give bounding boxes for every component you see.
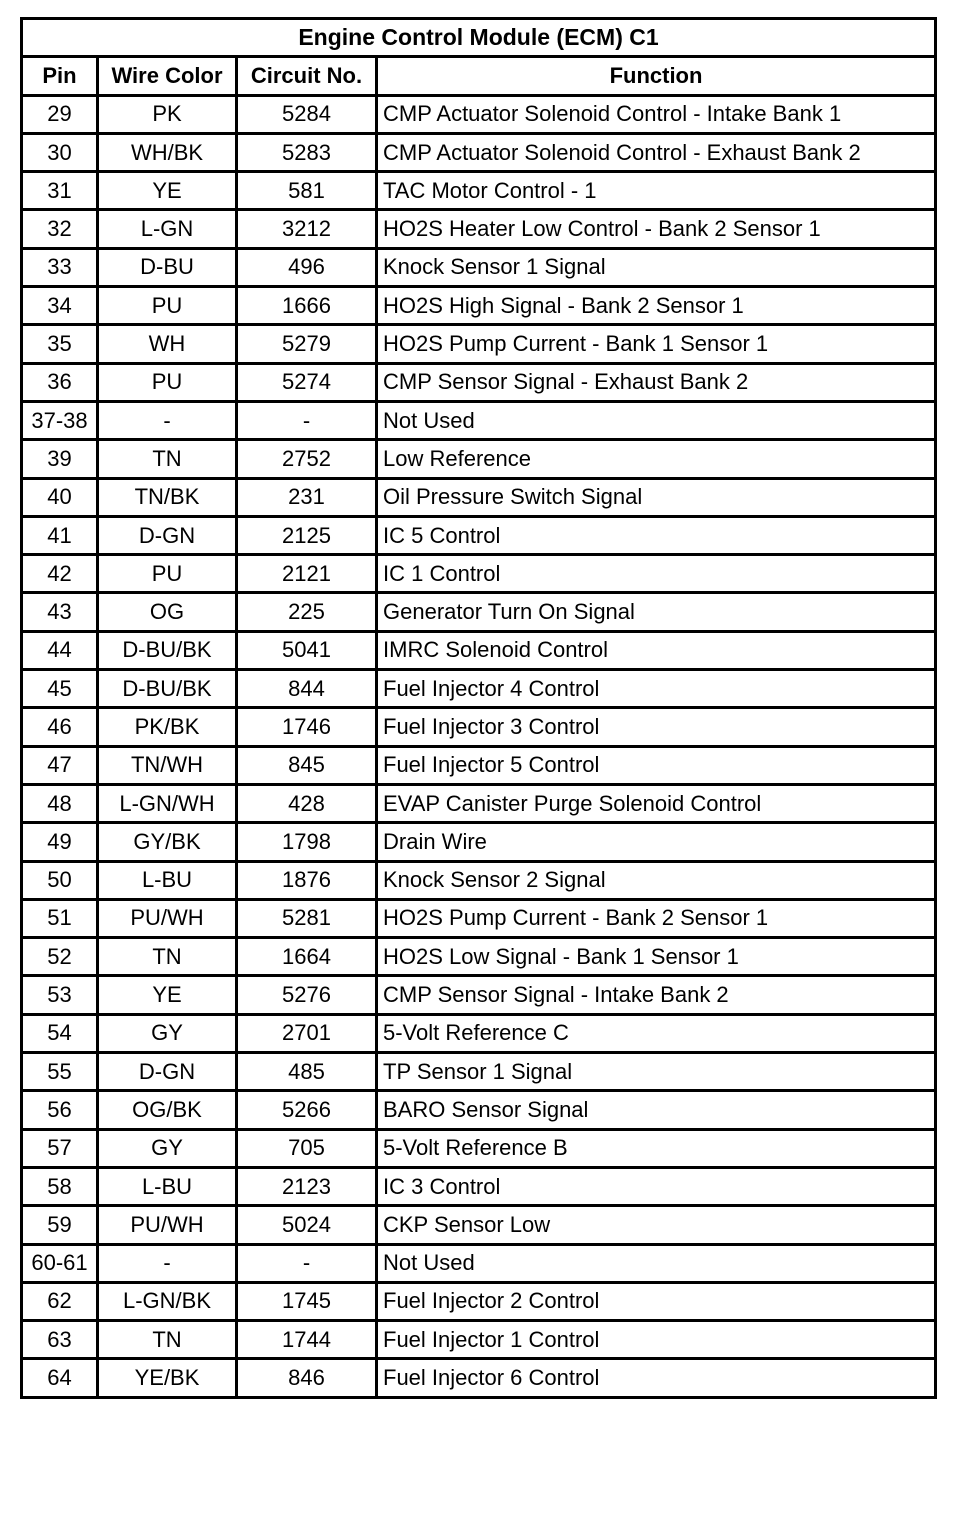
wire-color-cell: PU/WH xyxy=(98,899,237,937)
circuit-no-cell: 3212 xyxy=(237,210,377,248)
wire-color-cell: PK/BK xyxy=(98,708,237,746)
circuit-no-cell: 5281 xyxy=(237,899,377,937)
pin-cell: 46 xyxy=(22,708,98,746)
pin-cell: 37-38 xyxy=(22,401,98,439)
table-row xyxy=(22,1167,936,1205)
table-row xyxy=(22,401,936,439)
pin-cell: 57 xyxy=(22,1129,98,1167)
pin-cell: 49 xyxy=(22,823,98,861)
circuit-no-cell: 2125 xyxy=(237,516,377,554)
wire-color-cell: D-BU xyxy=(98,248,237,286)
table-row xyxy=(22,1129,936,1167)
circuit-no-cell: - xyxy=(237,1244,377,1282)
table-title: Engine Control Module (ECM) C1 xyxy=(22,19,936,57)
table-row xyxy=(22,938,936,976)
table-row xyxy=(22,516,936,554)
pin-cell: 44 xyxy=(22,631,98,669)
function-cell: HO2S Pump Current - Bank 1 Sensor 1 xyxy=(377,325,936,363)
table-row xyxy=(22,670,936,708)
pin-cell: 47 xyxy=(22,746,98,784)
wire-color-cell: TN xyxy=(98,440,237,478)
circuit-no-cell: 846 xyxy=(237,1359,377,1397)
table-row xyxy=(22,784,936,822)
title-row xyxy=(22,19,936,57)
table-row xyxy=(22,363,936,401)
table-row xyxy=(22,593,936,631)
table-row xyxy=(22,95,936,133)
function-cell: Fuel Injector 3 Control xyxy=(377,708,936,746)
function-cell: Generator Turn On Signal xyxy=(377,593,936,631)
function-cell: CMP Actuator Solenoid Control - Intake Bank 1 xyxy=(377,95,936,133)
pin-cell: 58 xyxy=(22,1167,98,1205)
function-cell: 5-Volt Reference B xyxy=(377,1129,936,1167)
circuit-no-cell: 231 xyxy=(237,478,377,516)
function-cell: CMP Sensor Signal - Exhaust Bank 2 xyxy=(377,363,936,401)
function-cell: HO2S Heater Low Control - Bank 2 Sensor 1 xyxy=(377,210,936,248)
pin-cell: 33 xyxy=(22,248,98,286)
wire-color-cell: D-GN xyxy=(98,1053,237,1091)
circuit-no-cell: - xyxy=(237,401,377,439)
wire-color-cell: PU xyxy=(98,555,237,593)
pin-cell: 29 xyxy=(22,95,98,133)
table-row xyxy=(22,172,936,210)
function-cell: EVAP Canister Purge Solenoid Control xyxy=(377,784,936,822)
circuit-no-cell: 1664 xyxy=(237,938,377,976)
function-cell: Fuel Injector 2 Control xyxy=(377,1282,936,1320)
table-row xyxy=(22,210,936,248)
pin-cell: 40 xyxy=(22,478,98,516)
pin-cell: 31 xyxy=(22,172,98,210)
pin-cell: 62 xyxy=(22,1282,98,1320)
circuit-no-cell: 496 xyxy=(237,248,377,286)
table-row xyxy=(22,708,936,746)
wire-color-cell: D-BU/BK xyxy=(98,670,237,708)
wire-color-cell: TN xyxy=(98,1321,237,1359)
table-row xyxy=(22,555,936,593)
pin-cell: 63 xyxy=(22,1321,98,1359)
circuit-no-cell: 5266 xyxy=(237,1091,377,1129)
circuit-no-cell: 2701 xyxy=(237,1014,377,1052)
circuit-no-cell: 845 xyxy=(237,746,377,784)
function-cell: IC 1 Control xyxy=(377,555,936,593)
table-row xyxy=(22,1359,936,1397)
wire-color-cell: - xyxy=(98,401,237,439)
table-row xyxy=(22,976,936,1014)
circuit-no-cell: 1876 xyxy=(237,861,377,899)
function-cell: IC 3 Control xyxy=(377,1167,936,1205)
pin-cell: 36 xyxy=(22,363,98,401)
circuit-no-cell: 581 xyxy=(237,172,377,210)
function-cell: TP Sensor 1 Signal xyxy=(377,1053,936,1091)
header-function: Function xyxy=(377,57,936,95)
pin-cell: 52 xyxy=(22,938,98,976)
function-cell: Not Used xyxy=(377,401,936,439)
table-body xyxy=(22,95,936,1397)
function-cell: Fuel Injector 1 Control xyxy=(377,1321,936,1359)
wire-color-cell: GY xyxy=(98,1014,237,1052)
pin-cell: 39 xyxy=(22,440,98,478)
pin-cell: 48 xyxy=(22,784,98,822)
header-circuit-no: Circuit No. xyxy=(237,57,377,95)
function-cell: Low Reference xyxy=(377,440,936,478)
table-row xyxy=(22,1053,936,1091)
circuit-no-cell: 1745 xyxy=(237,1282,377,1320)
circuit-no-cell: 1798 xyxy=(237,823,377,861)
circuit-no-cell: 5024 xyxy=(237,1206,377,1244)
pin-cell: 43 xyxy=(22,593,98,631)
wire-color-cell: PU xyxy=(98,287,237,325)
wire-color-cell: L-BU xyxy=(98,861,237,899)
table-row xyxy=(22,287,936,325)
table-row xyxy=(22,1206,936,1244)
pin-cell: 64 xyxy=(22,1359,98,1397)
table-row xyxy=(22,133,936,171)
circuit-no-cell: 2121 xyxy=(237,555,377,593)
table-row xyxy=(22,1244,936,1282)
pin-cell: 32 xyxy=(22,210,98,248)
header-row xyxy=(22,57,936,95)
table-row xyxy=(22,1091,936,1129)
pin-cell: 60-61 xyxy=(22,1244,98,1282)
circuit-no-cell: 1666 xyxy=(237,287,377,325)
table-row xyxy=(22,325,936,363)
circuit-no-cell: 5276 xyxy=(237,976,377,1014)
function-cell: CKP Sensor Low xyxy=(377,1206,936,1244)
table-row xyxy=(22,746,936,784)
circuit-no-cell: 5274 xyxy=(237,363,377,401)
header-wire-color: Wire Color xyxy=(98,57,237,95)
circuit-no-cell: 5279 xyxy=(237,325,377,363)
wire-color-cell: - xyxy=(98,1244,237,1282)
table-row xyxy=(22,478,936,516)
circuit-no-cell: 1746 xyxy=(237,708,377,746)
function-cell: IMRC Solenoid Control xyxy=(377,631,936,669)
function-cell: Knock Sensor 1 Signal xyxy=(377,248,936,286)
function-cell: Knock Sensor 2 Signal xyxy=(377,861,936,899)
pin-cell: 59 xyxy=(22,1206,98,1244)
circuit-no-cell: 1744 xyxy=(237,1321,377,1359)
pin-cell: 35 xyxy=(22,325,98,363)
wire-color-cell: TN xyxy=(98,938,237,976)
wire-color-cell: L-GN/BK xyxy=(98,1282,237,1320)
wire-color-cell: D-GN xyxy=(98,516,237,554)
function-cell: Fuel Injector 5 Control xyxy=(377,746,936,784)
wire-color-cell: PU/WH xyxy=(98,1206,237,1244)
header-pin: Pin xyxy=(22,57,98,95)
pin-cell: 42 xyxy=(22,555,98,593)
wire-color-cell: TN/BK xyxy=(98,478,237,516)
pin-cell: 30 xyxy=(22,133,98,171)
function-cell: Fuel Injector 4 Control xyxy=(377,670,936,708)
table-row xyxy=(22,861,936,899)
pin-cell: 56 xyxy=(22,1091,98,1129)
pin-cell: 41 xyxy=(22,516,98,554)
circuit-no-cell: 428 xyxy=(237,784,377,822)
function-cell: CMP Sensor Signal - Intake Bank 2 xyxy=(377,976,936,1014)
function-cell: 5-Volt Reference C xyxy=(377,1014,936,1052)
wire-color-cell: PK xyxy=(98,95,237,133)
function-cell: HO2S Low Signal - Bank 1 Sensor 1 xyxy=(377,938,936,976)
wire-color-cell: GY xyxy=(98,1129,237,1167)
pin-cell: 50 xyxy=(22,861,98,899)
pin-cell: 55 xyxy=(22,1053,98,1091)
circuit-no-cell: 5041 xyxy=(237,631,377,669)
circuit-no-cell: 225 xyxy=(237,593,377,631)
function-cell: TAC Motor Control - 1 xyxy=(377,172,936,210)
wire-color-cell: L-GN xyxy=(98,210,237,248)
wire-color-cell: YE xyxy=(98,976,237,1014)
wire-color-cell: PU xyxy=(98,363,237,401)
function-cell: BARO Sensor Signal xyxy=(377,1091,936,1129)
table-row xyxy=(22,631,936,669)
pin-cell: 45 xyxy=(22,670,98,708)
function-cell: Oil Pressure Switch Signal xyxy=(377,478,936,516)
table-row xyxy=(22,248,936,286)
pin-cell: 34 xyxy=(22,287,98,325)
table-row xyxy=(22,1321,936,1359)
wire-color-cell: YE/BK xyxy=(98,1359,237,1397)
ecm-connector-table xyxy=(20,17,937,1399)
function-cell: IC 5 Control xyxy=(377,516,936,554)
circuit-no-cell: 2123 xyxy=(237,1167,377,1205)
table-row xyxy=(22,823,936,861)
circuit-no-cell: 485 xyxy=(237,1053,377,1091)
wire-color-cell: GY/BK xyxy=(98,823,237,861)
pin-cell: 51 xyxy=(22,899,98,937)
function-cell: CMP Actuator Solenoid Control - Exhaust Bank 2 xyxy=(377,133,936,171)
circuit-no-cell: 2752 xyxy=(237,440,377,478)
wire-color-cell: L-BU xyxy=(98,1167,237,1205)
circuit-no-cell: 705 xyxy=(237,1129,377,1167)
wire-color-cell: WH xyxy=(98,325,237,363)
table-row xyxy=(22,1282,936,1320)
table-row xyxy=(22,440,936,478)
function-cell: Drain Wire xyxy=(377,823,936,861)
wire-color-cell: OG/BK xyxy=(98,1091,237,1129)
function-cell: Fuel Injector 6 Control xyxy=(377,1359,936,1397)
circuit-no-cell: 5284 xyxy=(237,95,377,133)
table-row xyxy=(22,1014,936,1052)
pin-cell: 53 xyxy=(22,976,98,1014)
function-cell: Not Used xyxy=(377,1244,936,1282)
wire-color-cell: D-BU/BK xyxy=(98,631,237,669)
wire-color-cell: YE xyxy=(98,172,237,210)
pin-cell: 54 xyxy=(22,1014,98,1052)
function-cell: HO2S High Signal - Bank 2 Sensor 1 xyxy=(377,287,936,325)
wire-color-cell: L-GN/WH xyxy=(98,784,237,822)
circuit-no-cell: 5283 xyxy=(237,133,377,171)
function-cell: HO2S Pump Current - Bank 2 Sensor 1 xyxy=(377,899,936,937)
wire-color-cell: WH/BK xyxy=(98,133,237,171)
wire-color-cell: TN/WH xyxy=(98,746,237,784)
table-row xyxy=(22,899,936,937)
wire-color-cell: OG xyxy=(98,593,237,631)
circuit-no-cell: 844 xyxy=(237,670,377,708)
